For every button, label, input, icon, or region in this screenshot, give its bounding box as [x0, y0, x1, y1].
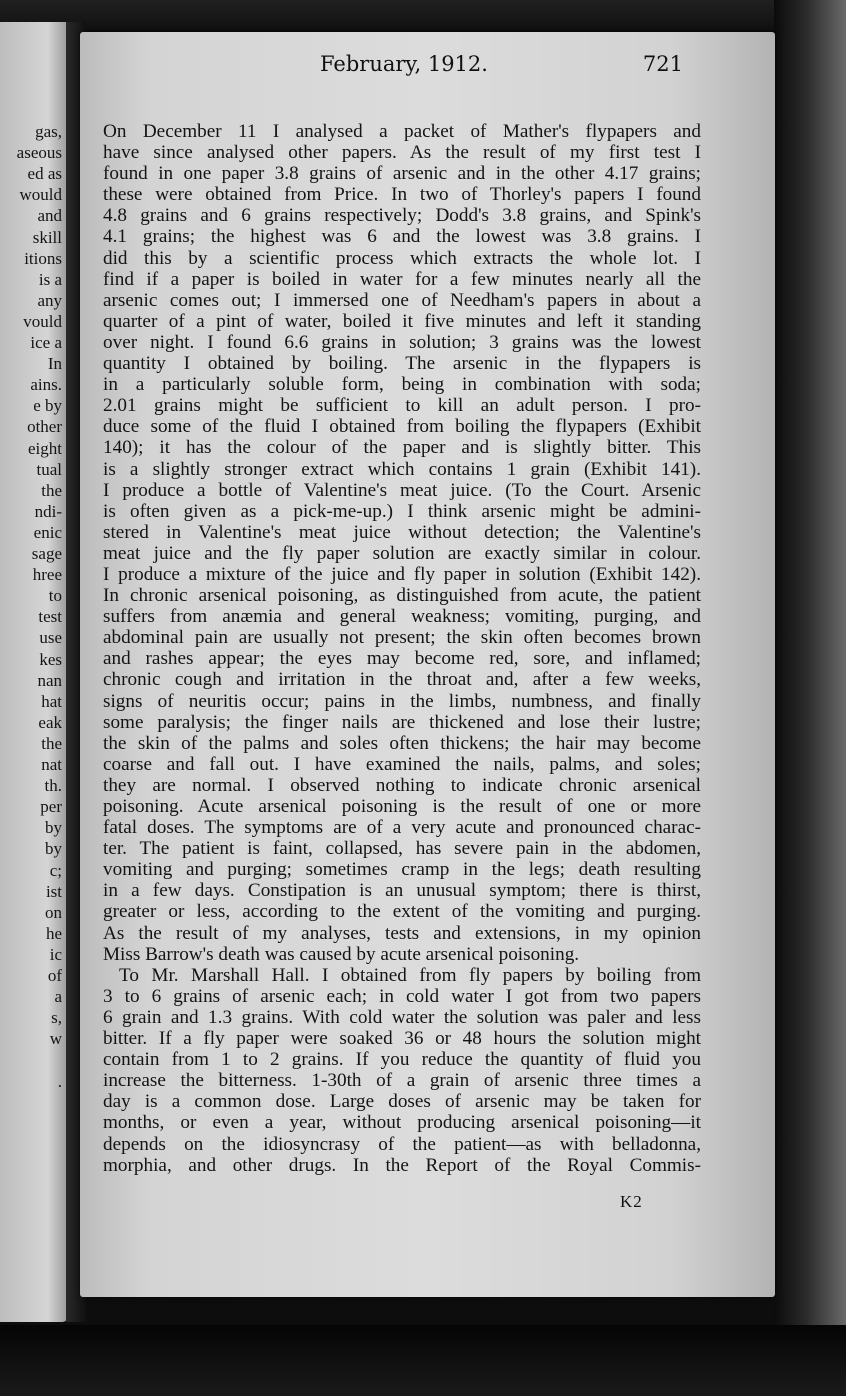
text-line: 140); it has the colour of the paper and is slightly bitter. This	[103, 437, 701, 459]
text-line: Miss Barrow's death was caused by acute arsenical poisoning.	[103, 943, 580, 965]
adjacent-page-fragment: s,	[51, 1008, 62, 1028]
adjacent-page-fragment: hree	[32, 565, 62, 585]
text-line: vomiting and purging; sometimes cramp in the legs; death resulting	[103, 859, 701, 881]
adjacent-page-fragment: e by	[33, 396, 62, 416]
text-line: these were obtained from Price. In two of Thorley's papers I found	[103, 184, 701, 206]
adjacent-page-fragment: vould	[23, 311, 62, 331]
text-line: I produce a bottle of Valentine's meat juice. (To the Court. Arsenic	[103, 479, 701, 501]
adjacent-page-fragment: kes	[39, 649, 62, 669]
adjacent-page-fragment: ains.	[30, 375, 62, 395]
adjacent-page-fragment: sage	[31, 544, 62, 563]
text-line: in a few days. Constipation is an unusual symptom; there is thirst,	[103, 880, 701, 902]
text-line: 2.01 grains might be sufficient to kill an adult person. I pro-	[103, 395, 701, 417]
adjacent-page-fragment: the	[41, 480, 62, 500]
text-line: increase the bitterness. 1-30th of a grain of arsenic three times a	[103, 1070, 701, 1092]
scan-backdrop-top	[0, 0, 846, 30]
text-line: and rashes appear; the eyes may become red, sore, and inflamed;	[103, 648, 701, 670]
adjacent-page-fragment: c;	[49, 860, 62, 880]
text-line: over night. I found 6.6 grains in solution; 3 grains was the lowest	[103, 331, 701, 353]
text-line: 6 grain and 1.3 grains. With cold water the solution was paler and less	[103, 1006, 701, 1028]
text-line: have since analysed other papers. As the result of my first test I	[103, 142, 701, 164]
text-line: day is a common dose. Large doses of arsenic may be taken for	[103, 1091, 701, 1113]
adjacent-page-fragment: .	[57, 1071, 62, 1091]
text-line: found in one paper 3.8 grains of arsenic and in the other 4.17 grains;	[103, 163, 701, 185]
text-line: stered in Valentine's meat juice without detection; the Valentine's	[103, 521, 701, 543]
adjacent-page-fragment: ed as	[27, 164, 62, 184]
adjacent-page-fragment: ice a	[30, 333, 62, 352]
adjacent-page-fragment: aseous	[16, 143, 62, 163]
text-line: duce some of the fluid I obtained from boiling the flypapers (Exhibit	[103, 416, 701, 438]
text-line: is often given as a pick-me-up.) I think arsenic might be admini-	[103, 500, 701, 522]
adjacent-page-fragment: test	[38, 607, 62, 627]
text-line: poisoning. Acute arsenical poisoning is the result of one or more	[103, 796, 701, 817]
adjacent-page-edge	[0, 22, 68, 1322]
text-line: signs of neuritis occur; pains in the limbs, numbness, and finally	[103, 690, 701, 712]
adjacent-page-fragment: nan	[37, 670, 62, 690]
scan-backdrop-bottom	[0, 1325, 846, 1396]
adjacent-page-fragment: the	[41, 733, 62, 753]
text-line: In chronic arsenical poisoning, as distinguished from acute, the patient	[103, 585, 701, 607]
text-line: contain from 1 to 2 grains. If you reduce the quantity of fluid you	[103, 1049, 701, 1071]
text-line: As the result of my analyses, tests and extensions, in my opinion	[103, 922, 701, 944]
text-line: I produce a mixture of the juice and fly paper in solution (Exhibit 142).	[103, 563, 701, 585]
text-line: chronic cough and irritation in the throat and, after a few weeks,	[103, 669, 701, 691]
text-line: suffers from anæmia and general weakness; vomiting, purging, and	[103, 606, 701, 628]
text-line: depends on the idiosyncrasy of the patient—as with belladonna,	[103, 1133, 701, 1155]
text-line: fatal doses. The symptoms are of a very acute and pronounced charac-	[103, 817, 701, 839]
adjacent-page-fragment: eak	[38, 712, 62, 732]
adjacent-page-fragment: ist	[45, 881, 62, 901]
signature-mark: K2	[620, 1192, 643, 1211]
adjacent-page-fragment: w	[49, 1029, 62, 1049]
adjacent-page-fragment: tual	[36, 459, 62, 479]
adjacent-page-fragment: per	[40, 797, 62, 817]
text-line: some paralysis; the finger nails are thickened and lose their lustre;	[103, 711, 701, 733]
text-line: bitter. If a fly paper were soaked 36 or 48 hours the solution might	[103, 1028, 701, 1050]
adjacent-page-fragment: by	[45, 818, 62, 838]
text-line: arsenic comes out; I immersed one of Needham's papers in about a	[103, 289, 701, 311]
adjacent-page-fragment: ic	[49, 944, 62, 964]
adjacent-page-fragment: use	[39, 628, 62, 648]
text-line: meat juice and the fly paper solution are exactly similar in colour.	[103, 542, 701, 564]
text-line: 4.1 grains; the highest was 6 and the lowest was 3.8 grains. I	[103, 226, 701, 248]
adjacent-page-fragment: itions	[24, 248, 62, 268]
text-line: did this by a scientific process which extracts the whole lot. I	[103, 247, 701, 269]
adjacent-page-fragment: In	[47, 354, 62, 374]
text-line: 4.8 grains and 6 grains respectively; Dodd's 3.8 grains, and Spink's	[103, 205, 701, 227]
text-line: 3 to 6 grains of arsenic each; in cold water I got from two papers	[103, 985, 701, 1007]
adjacent-page-fragment: on	[45, 902, 62, 922]
text-line: they are normal. I observed nothing to indicate chronic arsenical	[103, 774, 701, 796]
adjacent-page-fragment: other	[27, 417, 62, 437]
scan-backdrop-right	[774, 0, 846, 1396]
adjacent-page-fragment: th.	[44, 776, 62, 796]
adjacent-page-fragment: any	[37, 290, 62, 310]
running-head: February, 1912.	[320, 52, 488, 76]
adjacent-page-fragment: hat	[41, 691, 62, 711]
adjacent-page-fragment: he	[45, 923, 62, 943]
adjacent-page-fragment: eight	[28, 438, 62, 458]
text-line: is a slightly stronger extract which contains 1 grain (Exhibit 141).	[103, 458, 701, 480]
adjacent-page-fragment: and	[37, 206, 62, 226]
text-line: find if a paper is boiled in water for a few minutes nearly all the	[103, 268, 701, 290]
text-line: On December 11 I analysed a packet of Mather's flypapers and	[103, 121, 701, 142]
adjacent-page-fragment: nat	[41, 755, 62, 774]
text-line: greater or less, according to the extent of the vomiting and purging.	[103, 901, 701, 923]
adjacent-page-fragment: skill	[32, 227, 62, 247]
text-line: months, or even a year, without producing arsenical poisoning—it	[103, 1112, 701, 1134]
adjacent-page-fragment: gas,	[35, 122, 62, 141]
text-line: coarse and fall out. I have examined the nails, palms, and soles;	[103, 753, 701, 775]
text-line: quarter of a pint of water, boiled it five minutes and left it standing	[103, 310, 701, 332]
text-line: ter. The patient is faint, collapsed, has severe pain in the abdomen,	[103, 838, 701, 860]
text-line: quantity I obtained by boiling. The arsenic in the flypapers is	[103, 353, 701, 375]
adjacent-page-fragment: by	[45, 839, 62, 859]
page-header	[80, 52, 775, 82]
text-line: abdominal pain are usually not present; the skin often becomes brown	[103, 627, 701, 649]
adjacent-page-fragment: enic	[33, 522, 62, 542]
adjacent-page-fragment: is a	[38, 269, 62, 289]
adjacent-page-fragment: would	[19, 185, 62, 205]
body-text	[103, 121, 701, 1176]
adjacent-page-fragment: ndi-	[34, 501, 62, 521]
page-number: 721	[642, 52, 683, 76]
adjacent-page-fragment: of	[47, 966, 62, 985]
text-line: the skin of the palms and soles often thickens; the hair may become	[103, 732, 701, 754]
text-line: To Mr. Marshall Hall. I obtained from fly papers by boiling from	[119, 964, 701, 986]
text-line: in a particularly soluble form, being in combination with soda;	[103, 374, 701, 396]
text-line: morphia, and other drugs. In the Report of the Royal Commis-	[103, 1154, 701, 1176]
adjacent-page-fragment: to	[48, 586, 62, 606]
adjacent-page-fragment: a	[54, 987, 62, 1007]
